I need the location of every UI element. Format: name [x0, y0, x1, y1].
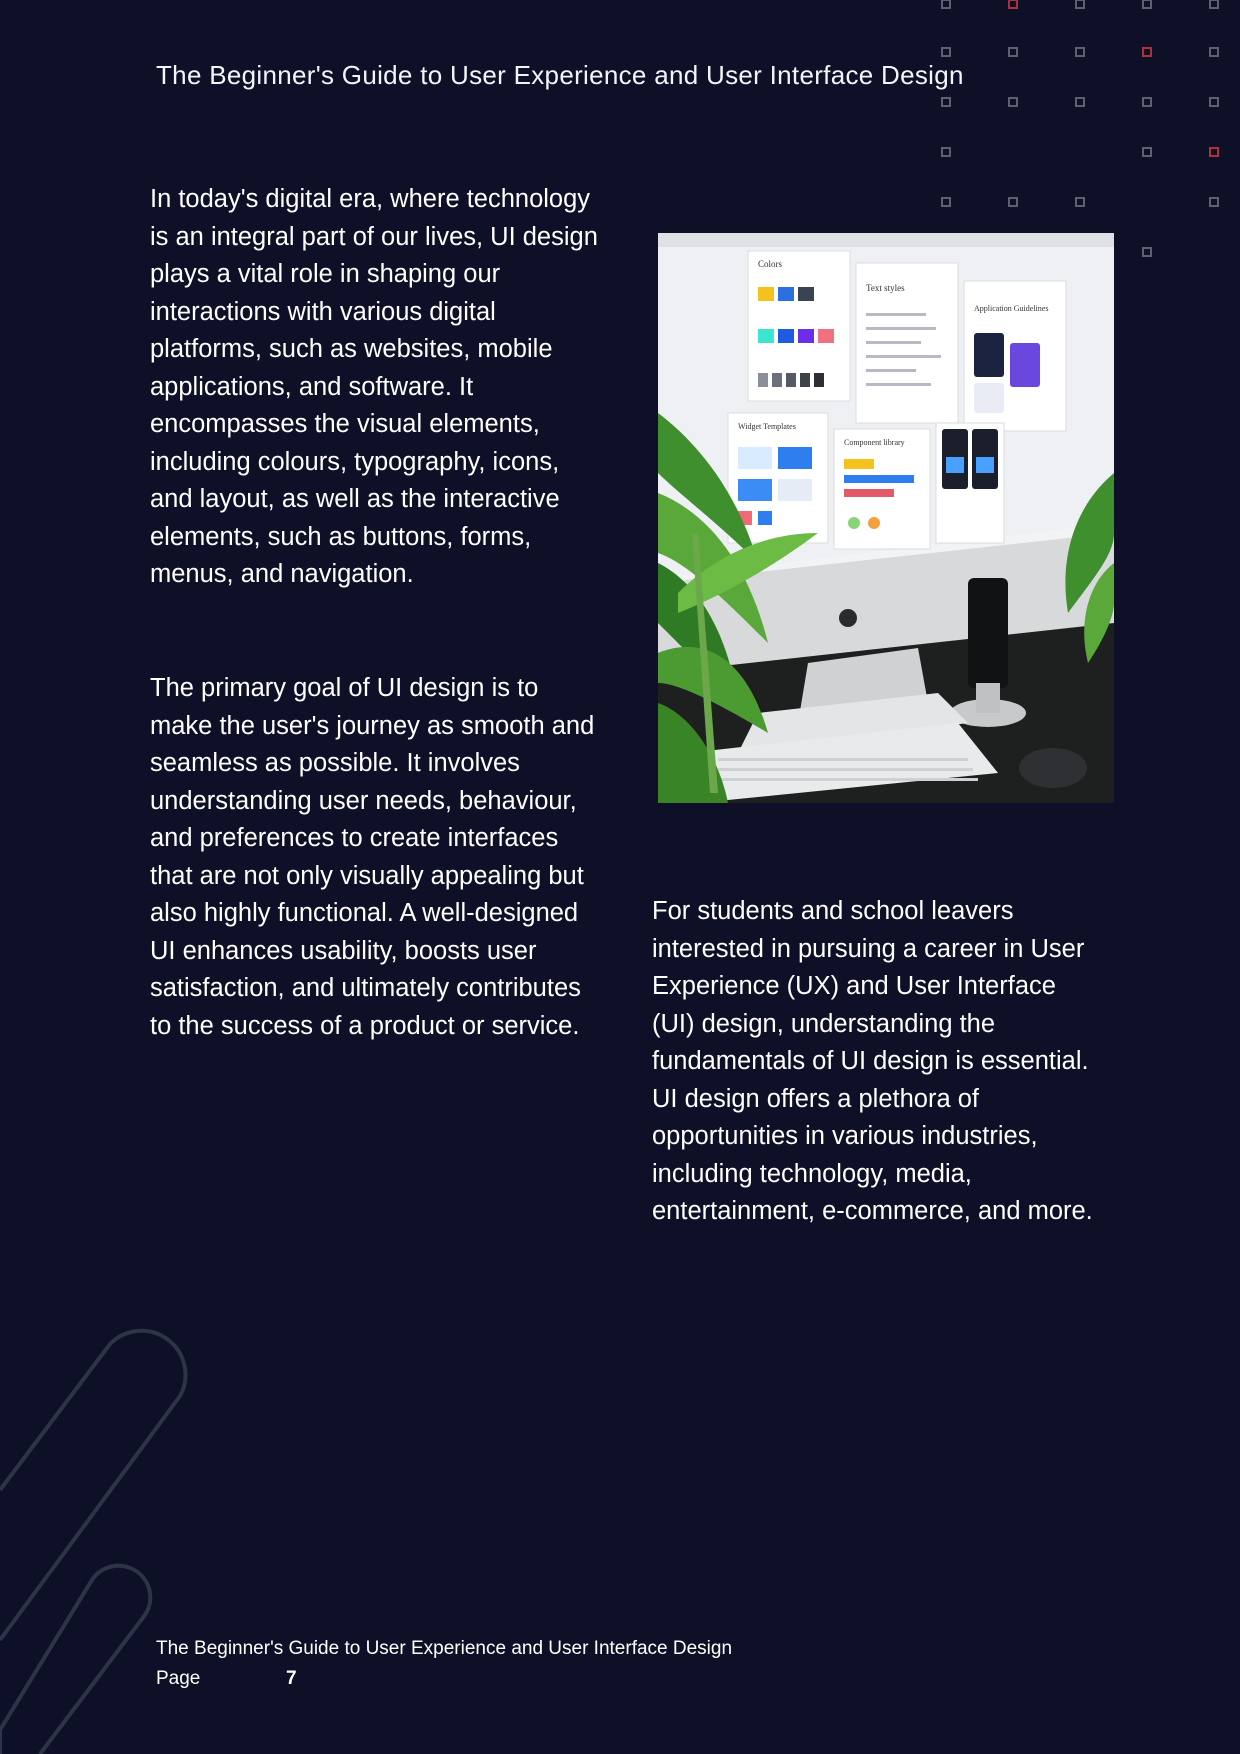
panel-title-colors: Colors: [758, 259, 783, 269]
decorative-strokes: [0, 1310, 260, 1754]
panel-title-application-guidelines: Application Guidelines: [974, 304, 1049, 313]
photo-illustration: [658, 233, 1114, 803]
paragraph-intro: In today's digital era, where technology is an integral part of our lives, UI design plays a vital role in shaping our interactions with various digital platforms, such as websites, mobile applications, and software. It encompasses the visual elements, including colours, typography, icons, and layout, as well as the interactive elements, such as buttons, forms, menus, and navigation.: [150, 185, 598, 588]
footer-page-label: Page: [156, 1668, 201, 1689]
header-title: The Beginner's Guide to User Experience and User Interface Design: [156, 60, 964, 90]
footer-page-number: 7: [286, 1668, 297, 1689]
footer-title: The Beginner's Guide to User Experience and User Interface Design: [156, 1638, 733, 1659]
panel-title-component-library: Component library: [844, 438, 905, 447]
panel-title-text-styles: Text styles: [866, 283, 905, 293]
panel-title-widget-templates: Widget Templates: [738, 422, 796, 431]
paragraph-primary-goal: The primary goal of UI design is to make the user's journey as smooth and seamless as possible. It involves understanding user needs, behaviour, and preferences to create interfaces that are not only visually appealing but also highly functional. A well-designed UI enhances usability, boosts user satisfaction, and ultimately contributes to the success of a product or service.: [150, 674, 595, 1040]
paragraph-career: For students and school leavers interested in pursuing a career in User Experience (UX) and User Interface (UI) design, understanding the fundamentals of UI design is essential. UI design offers a plethora of opportunities in various industries, including technology, media, entertainment, e-commerce, and more.: [652, 897, 1093, 1225]
desk-computer-photo: [658, 233, 1114, 803]
